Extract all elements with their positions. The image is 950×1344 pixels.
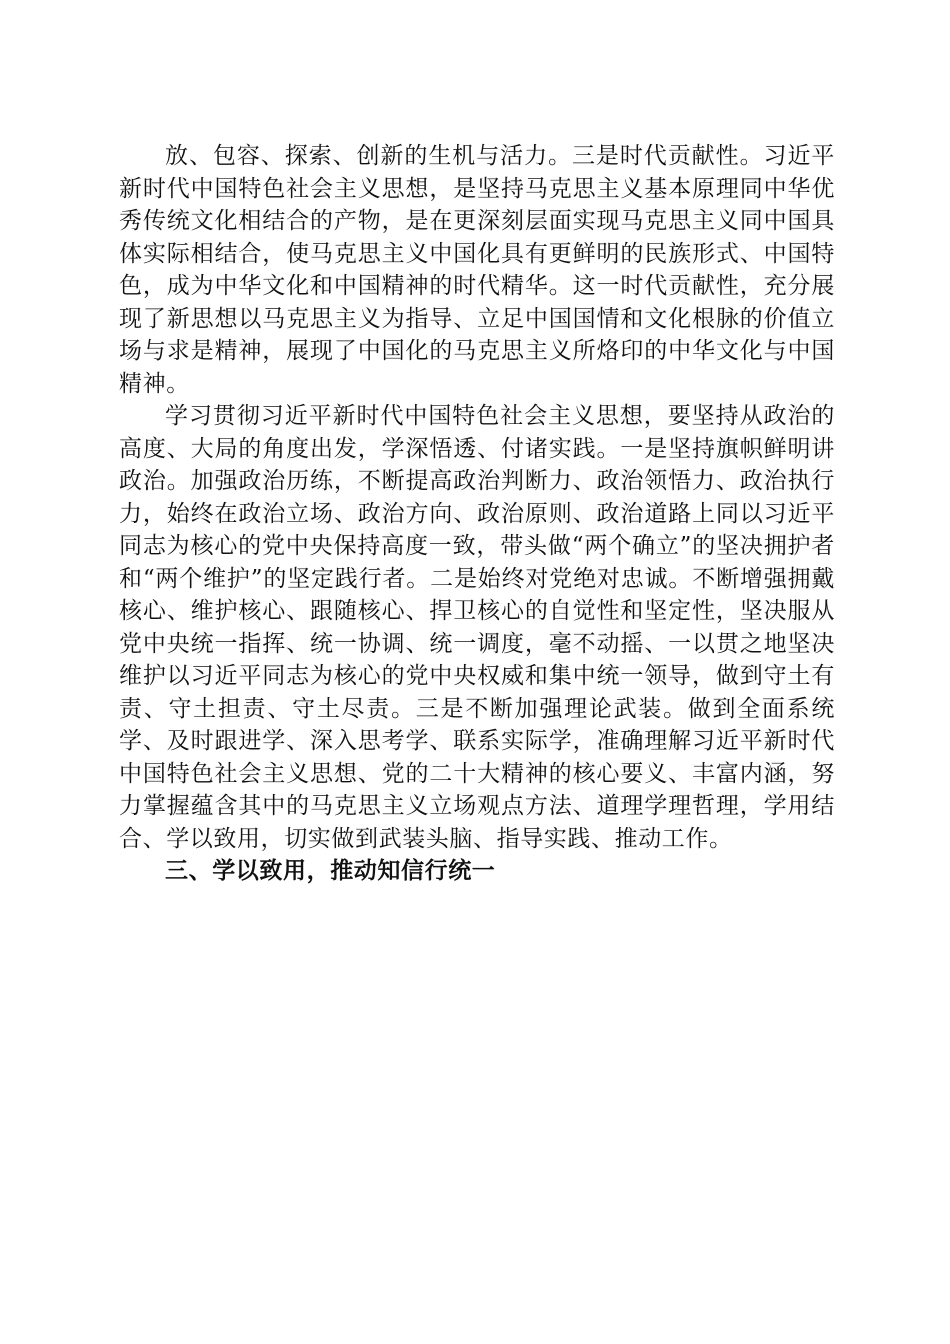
body-paragraph-1: 放、包容、探索、创新的生机与活力。三是时代贡献性。习近平新时代中国特色社会主义思想，是坚持马克思主义基本原理同中华优秀传统文化相结合的产物，是在更深刻层面实现马克思主义同中国具体实际相结合，使马克思主义中国化具有更鲜明的民族形式、中国特色，成为中华文化和中国精神的时代精华。这一时代贡献性，充分展现了新思想以马克思主义为指导、立足中国国情和文化根脉的价值立场与求是精神，展现了中国化的马克思主义所烙印的中华文化与中国精神。 — [119, 143, 835, 397]
body-paragraph-2: 学习贯彻习近平新时代中国特色社会主义思想，要坚持从政治的高度、大局的角度出发，学深悟透、付诸实践。一是坚持旗帜鲜明讲政治。加强政治历练，不断提高政治判断力、政治领悟力、政治执行力，始终在政治立场、政治方向、政治原则、政治道路上同以习近平同志为核心的党中央保持高度一致，带头做“两个确立”的坚决拥护者和“两个维护”的坚定践行者。二是始终对党绝对忠诚。不断增强拥戴核心、维护核心、跟随核心、捍卫核心的自觉性和坚定性，坚决服从党中央统一指挥、统一协调、统一调度，毫不动摇、一以贯之地坚决维护以习近平同志为核心的党中央权威和集中统一领导，做到守土有责、守土担责、守土尽责。三是不断加强理论武装。做到全面系统学、及时跟进学、深入思考学、联系实际学，准确理解习近平新时代中国特色社会主义思想、党的二十大精神的核心要义、丰富内涵，努力掌握蕴含其中的马克思主义立场观点方法、道理学理哲理，学用结合、学以致用，切实做到武装头脑、指导实践、推动工作。 — [119, 403, 835, 852]
section-heading: 三、学以致用，推动知信行统一 — [165, 858, 496, 884]
document-body — [119, 140, 835, 888]
